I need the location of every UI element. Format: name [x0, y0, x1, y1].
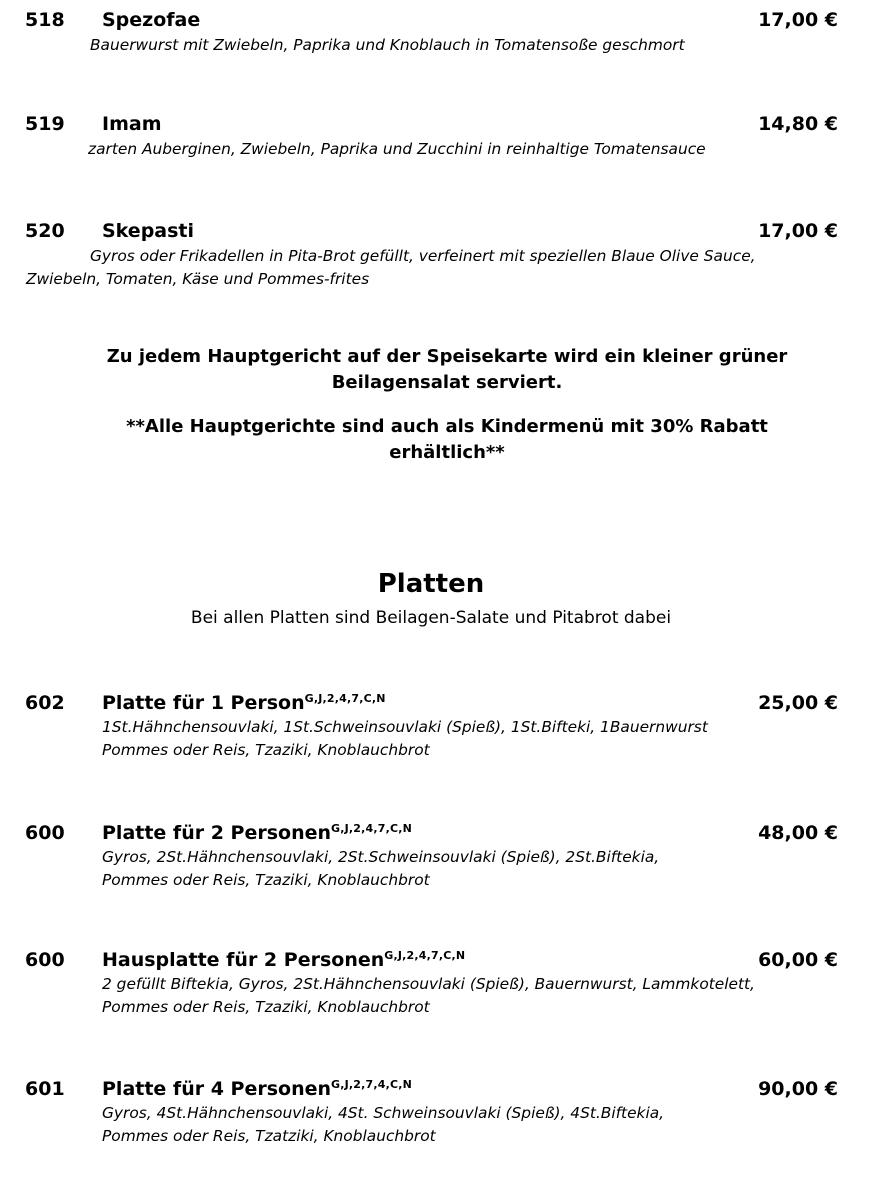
item-price: 17,00 €: [758, 9, 838, 31]
item-number: 520: [25, 220, 65, 242]
item-name: Imam: [102, 113, 162, 135]
item-number: 601: [25, 1078, 65, 1100]
item-description: Bauerwurst mit Zwiebeln, Paprika und Knoblauch in Tomatensoße geschmort: [90, 36, 685, 54]
item-description: Gyros, 4St.Hähnchensouvlaki, 4St. Schweinsouvlaki (Spieß), 4St.Biftekia,: [102, 1104, 665, 1122]
item-description: Gyros oder Frikadellen in Pita-Brot gefüllt, verfeinert mit speziellen Blaue Olive Sauce,: [90, 247, 756, 265]
item-price: 48,00 €: [758, 822, 838, 844]
item-description: 1St.Hähnchensouvlaki, 1St.Schweinsouvlaki (Spieß), 1St.Bifteki, 1Bauernwurst: [102, 718, 708, 736]
item-price: 60,00 €: [758, 949, 838, 971]
item-description: Pommes oder Reis, Tzaziki, Knoblauchbrot: [102, 871, 430, 889]
item-number: 518: [25, 9, 65, 31]
item-number: 600: [25, 949, 65, 971]
kids-menu-note: **Alle Hauptgerichte sind auch als Kindermenü mit 30% Rabatt erhältlich**: [126, 416, 768, 463]
item-name: Skepasti: [102, 220, 195, 242]
item-description: Zwiebeln, Tomaten, Käse und Pommes-frites: [26, 270, 370, 288]
section-subtitle: Bei allen Platten sind Beilagen-Salate und Pitabrot dabei: [190, 608, 672, 628]
item-number: 519: [25, 113, 65, 135]
item-name: Spezofae: [102, 9, 201, 31]
item-description: 2 gefüllt Biftekia, Gyros, 2St.Hähnchensouvlaki (Spieß), Bauernwurst, Lammkotelett,: [102, 975, 755, 993]
item-name: Platte für 2 Personen$^{G,J,2,4,7,C,N}$: [102, 822, 413, 844]
item-description: Pommes oder Reis, Tzatziki, Knoblauchbrot: [102, 1127, 436, 1145]
item-name: Hausplatte für 2 Personen$^{G,J,2,4,7,C,N}$: [102, 949, 466, 971]
item-price: 90,00 €: [758, 1078, 838, 1100]
item-description: Gyros, 2St.Hähnchensouvlaki, 2St.Schweinsouvlaki (Spieß), 2St.Biftekia,: [102, 848, 660, 866]
item-name: Platte für 1 Person$^{G,J,2,4,7,C,N}$: [102, 692, 386, 714]
salad-note: Zu jedem Hauptgericht auf der Speisekarte wird ein kleiner grüner Beilagensalat serviert.: [106, 346, 788, 393]
item-number: 600: [25, 822, 65, 844]
item-price: 17,00 €: [758, 220, 838, 242]
allergen-codes: G,J,2,4,7,C,N: [384, 949, 466, 962]
item-price: 25,00 €: [758, 692, 838, 714]
allergen-codes: G,J,2,4,7,C,N: [331, 822, 413, 835]
item-name: Platte für 4 Personen$^{G,J,2,7,4,C,N}$: [102, 1078, 413, 1100]
item-number: 602: [25, 692, 65, 714]
section-title: Platten: [377, 569, 485, 599]
item-description: Pommes oder Reis, Tzaziki, Knoblauchbrot: [102, 741, 430, 759]
item-price: 14,80 €: [758, 113, 838, 135]
item-description: Pommes oder Reis, Tzaziki, Knoblauchbrot: [102, 998, 430, 1016]
allergen-codes: G,J,2,4,7,C,N: [304, 692, 386, 705]
allergen-codes: G,J,2,7,4,C,N: [331, 1078, 413, 1091]
item-description: zarten Auberginen, Zwiebeln, Paprika und Zucchini in reinhaltige Tomatensauce: [88, 140, 706, 158]
